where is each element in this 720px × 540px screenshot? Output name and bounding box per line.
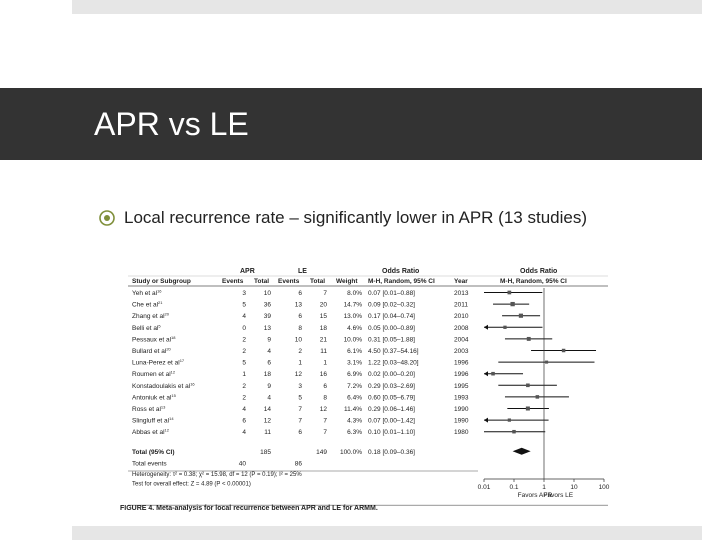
total-le-total: 149 [316,448,327,456]
table-row [132,335,469,344]
bullet-item [98,208,587,228]
x-tick-label: 0.1 [509,484,519,491]
header-le-events: Events [278,278,300,285]
x-tick-label: 0.01 [477,484,491,491]
study-weight: 11.4% [344,406,362,413]
study-year: 2011 [454,301,468,309]
overall-effect-text: Test for overall effect: Z = 4.89 (P < 0.00001) [132,481,251,488]
le-total: 20 [319,301,327,309]
total-events-label: Total events [132,460,167,468]
apr-events: 2 [242,394,246,402]
study-weight: 6.1% [347,348,362,355]
apr-events: 5 [242,301,246,309]
total-apr-events: 40 [238,460,246,468]
table-row [132,323,469,332]
study-name: Luna-Perez et $al^{17}$ [132,358,185,367]
x-tick-label: 1 [542,484,546,491]
study-ci: 1.22 [0.03–48.20] [368,359,419,367]
study-point [562,349,565,352]
study-name: Che et $al^{21}$ [132,300,163,309]
total-le-events: 86 [294,460,302,468]
study-point [519,314,523,318]
study-year: 1995 [454,382,469,390]
bullet-text: Local recurrence rate – significantly lower in APR (13 studies) [124,208,587,227]
le-events: 6 [298,290,302,297]
study-year: 2003 [454,348,469,355]
plot-area [478,288,610,499]
study-year: 1980 [454,429,469,437]
study-ref: 18 [171,334,176,340]
apr-events: 2 [242,336,246,344]
study-point [545,361,548,364]
x-tick-label: 100 [598,484,610,491]
ci-arrow-left [484,371,488,376]
study-ref: 17 [179,358,185,364]
header-weight: Weight [336,278,358,285]
le-total: 6 [323,382,327,390]
study-weight: 6.9% [347,371,362,379]
table-row [132,381,469,390]
study-point [508,418,511,421]
study-ci: 0.09 [0.02–0.32] [368,301,415,309]
study-weight: 14.7% [343,301,362,309]
apr-total: 6 [267,359,271,367]
le-total: 8 [323,394,327,402]
apr-total: 13 [263,324,271,332]
apr-events: 2 [242,382,246,390]
total-apr-total: 185 [260,448,271,456]
header-study: Study or Subgroup [132,278,191,285]
study-ref: 13 [160,404,166,410]
study-ref: 16 [157,288,162,294]
bottom-decor-strip [72,526,702,540]
table-row [132,393,469,402]
x-tick-label: 10 [570,484,578,491]
study-name: Zhang et $al^{20}$ [132,311,169,321]
study-ref: 14 [169,416,174,422]
study-year: 2004 [454,336,469,344]
study-weight: 3.1% [347,359,362,367]
study-ci: 0.60 [0.05–6.79] [368,394,415,402]
header-or: Odds Ratio [382,268,420,275]
study-point [503,326,506,329]
table-row [132,370,469,379]
heterogeneity-text: Heterogeneity: τ² = 0.38; χ² = 15.98, df = 12 (P = 0.19); I² = 25% [132,472,302,478]
study-ref: 20 [166,346,171,352]
le-total: 18 [319,324,327,332]
total-row [132,449,415,456]
pooled-diamond [513,448,531,455]
study-weight: 8.0% [347,290,362,297]
le-events: 13 [294,301,302,309]
le-total: 21 [319,336,327,344]
apr-total: 12 [263,417,271,425]
apr-events: 6 [242,417,246,425]
apr-total: 9 [267,382,271,390]
le-events: 8 [298,324,302,332]
study-weight: 6.4% [347,394,362,402]
apr-total: 4 [267,394,271,402]
study-weight: 6.3% [347,429,362,437]
le-events: 3 [298,382,302,390]
study-ci: 0.17 [0.04–0.74] [368,313,415,321]
apr-events: 1 [242,371,246,379]
le-total: 16 [319,371,327,379]
apr-total: 9 [267,336,271,344]
table-row [132,416,469,425]
le-total: 7 [323,290,327,297]
header-apr-total: Total [254,278,270,285]
le-events: 10 [294,336,302,344]
apr-total: 36 [263,301,271,309]
table-row [132,347,469,356]
study-weight: 7.2% [347,382,362,390]
le-total: 15 [319,313,327,321]
study-ci: 0.07 [0.01–0.88] [368,290,415,297]
le-events: 7 [298,406,302,413]
study-year: 2008 [454,324,469,332]
study-ref: 12 [170,369,176,375]
study-weight: 4.3% [347,417,362,425]
study-name: Antoniuk et $al^{15}$ [132,392,176,402]
study-point [526,406,530,410]
top-decor-strip [72,0,702,14]
forest-plot-figure [118,262,618,518]
ci-arrow-left [484,325,488,330]
apr-events: 4 [242,429,246,437]
total-events-row [132,460,302,467]
study-year: 1996 [454,359,469,367]
table-row [132,312,469,321]
study-weight: 4.6% [347,324,362,332]
study-ref: 15 [171,392,176,398]
apr-total: 14 [263,406,271,413]
study-ci: 0.31 [0.05–1.88] [368,336,415,344]
total-weight: 100.0% [339,448,362,456]
target-bullet-icon [98,209,116,227]
table-row [132,428,469,437]
le-events: 2 [298,348,302,355]
study-ci: 0.29 [0.06–1.46] [368,406,415,413]
study-point [508,291,512,295]
study-point [510,302,514,306]
study-ci: 0.29 [0.03–2.69] [368,382,415,390]
apr-events: 2 [242,348,246,355]
study-year: 2013 [454,290,469,297]
study-point [512,430,516,434]
study-point [536,395,540,399]
study-ci: 0.02 [0.00–0.20] [368,371,415,379]
study-ci: 0.05 [0.00–0.89] [368,324,415,332]
study-ci: 0.10 [0.01–1.10] [368,429,415,437]
study-ref: 21 [158,300,163,306]
total-ci: 0.18 [0.09–0.36] [368,448,415,456]
study-ci: 4.50 [0.37–54.16] [368,348,419,355]
study-ref: 5 [158,323,161,329]
le-total: 12 [319,406,327,413]
table-row [132,300,468,309]
study-ref: 16 [190,381,195,387]
study-name: Slingluff et $al^{14}$ [132,416,174,425]
study-year: 1993 [454,394,469,402]
study-year: 1996 [454,371,469,379]
header-mh: M-H, Random, 95% CI [368,278,435,285]
figure-caption: FIGURE 4. Meta-analysis for local recurrence between APR and LE for ARMM. [120,505,378,512]
study-ci: 0.07 [0.00–1.42] [368,417,415,425]
header-le-total: Total [310,278,326,285]
le-events: 6 [298,429,302,437]
study-ref: 20 [164,311,169,317]
apr-events: 4 [242,313,246,321]
study-name: Abbas et $al^{12}$ [132,427,169,437]
favors-le-label: Favors LE [543,492,574,499]
apr-total: 39 [263,313,271,321]
study-point [527,337,531,341]
le-events: 1 [298,359,302,367]
apr-total: 4 [267,348,271,355]
le-events: 7 [298,417,302,425]
le-total: 11 [320,348,327,355]
le-events: 5 [298,394,302,402]
study-point [526,383,530,387]
study-point [491,372,495,376]
study-name: Roumen et $al^{12}$ [132,369,176,379]
study-name: Pessaux et $al^{18}$ [132,334,176,344]
le-events: 12 [294,371,302,379]
le-events: 6 [298,313,302,321]
study-year: 1990 [454,406,469,413]
table-row [132,358,469,367]
study-weight: 10.0% [343,336,362,344]
apr-total: 18 [263,371,271,379]
apr-events: 5 [242,359,246,367]
header-apr: APR [240,268,255,275]
header-le: LE [298,268,307,275]
table-row [132,405,469,414]
apr-events: 3 [242,290,246,297]
ci-arrow-left [484,418,488,423]
apr-total: 11 [264,429,271,437]
forest-plot-svg [118,262,618,518]
favors-apr-label: Favors APR [517,492,553,499]
study-name: Belli et $al^5$ [132,323,161,332]
le-total: 7 [323,429,327,437]
header-year: Year [454,278,468,285]
study-weight: 13.0% [343,313,362,321]
study-name: Ross et $al^{13}$ [132,404,166,413]
study-year: 1990 [454,417,469,425]
le-total: 7 [323,417,327,425]
apr-total: 10 [263,290,271,297]
slide-title: APR vs LE [94,106,249,142]
study-year: 2010 [454,313,469,321]
header-mh-right: M-H, Random, 95% CI [500,278,567,285]
apr-events: 4 [242,406,246,413]
study-name: Yeh et $al^{16}$ [132,288,162,297]
le-total: 1 [323,359,327,367]
header-apr-events: Events [222,278,244,285]
table-row [132,289,469,298]
header-or-right: Odds Ratio [520,268,558,275]
study-name: Konstadoulakis et $al^{16}$ [132,381,195,390]
study-name: Bullard et $al^{20}$ [132,346,171,355]
study-ref: 12 [164,427,169,433]
apr-events: 0 [242,324,246,332]
total-label: Total (95% CI) [132,448,175,456]
